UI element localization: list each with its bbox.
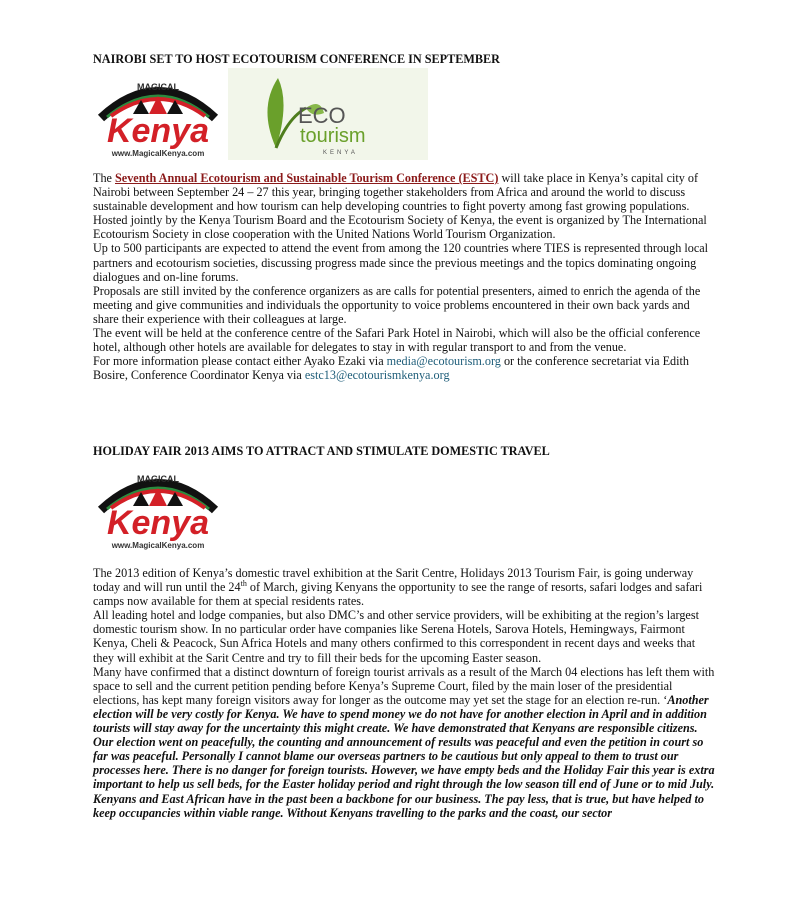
text-span: The bbox=[93, 171, 115, 185]
article2-logos bbox=[93, 460, 233, 552]
article1-paragraph: Proposals are still invited by the conference organizers as are calls for potential presenters, aimed to enrich the agenda of the meeting and give communities and individuals the opportunity to voice problems encountered in their own back yards and share their experience with their colleagues at large. bbox=[93, 283, 701, 326]
tourism-text: tourism bbox=[300, 125, 366, 147]
article1-paragraph bbox=[93, 354, 715, 382]
article1-logos bbox=[93, 68, 453, 160]
text-span: or the conference secretariat via Edith Bosire, Conference Coordinator Kenya via bbox=[93, 354, 690, 383]
eco-text: ECO bbox=[298, 103, 346, 128]
article1-paragraph bbox=[93, 171, 715, 213]
article1-body bbox=[93, 171, 715, 382]
magical-kenya-logo bbox=[93, 462, 223, 552]
text-span: of March, giving Kenyans the opportunity to see the range of resorts, safari lodges and safari camps now available for them at special residents rates. bbox=[93, 580, 703, 609]
logo-url-text: www.MagicalKenya.com bbox=[111, 149, 205, 158]
text-span: For more information please contact either Ayako Ezaki via bbox=[93, 354, 387, 369]
logo-kenya-text: Kenya bbox=[106, 504, 210, 542]
logo-magical-text: MAGICAL bbox=[137, 474, 179, 484]
quote-text: Another election will be very costly for Kenya. We have to spend money we do not have for another election in April and in addition tourists will stay away for the uncertainty this might create. We have demonstrated that Kenyans are responsible citizens. Our election went on peacefully, the counting and announcement of results was peaceful and even the petition in court so far was peaceful. Personally I cannot blame our overseas partners to be cautious but only appeal to them to trust our processes here. There is no danger for foreign tourists. However, we have empty beds and the Holiday Fair this year is extra important to help us sell beds, for the Easter holiday period and right through the low season till end of June or to mid July. Kenyans and East African have in the past been a backbone for our business. The pay less, that is true, but have helped to keep occupancies within viable range. Without Kenyans travelling to the parks and the coast, our sector bbox=[93, 692, 715, 820]
article1-heading: NAIROBI SET TO HOST ECOTOURISM CONFERENCE IN SEPTEMBER bbox=[93, 52, 500, 66]
article2-paragraph bbox=[93, 566, 715, 608]
article1-paragraph: The event will be held at the conference centre of the Safari Park Hotel in Nairobi, which will also be the official conference hotel, although other hotels are available for delegates to stay in with regular transport to and from the venue. bbox=[93, 326, 701, 355]
superscript: th bbox=[240, 579, 247, 589]
conference-link[interactable]: Seventh Annual Ecotourism and Sustainable Tourism Conference (ESTC) bbox=[115, 171, 499, 185]
logo-magical-text: MAGICAL bbox=[137, 82, 179, 92]
text-span: Many have confirmed that a distinct downturn of foreign tourist arrivals as a result of the March 04 elections has left them with space to sell and the current petition pending before Kenya’s Supreme Court, filed by the main loser of the presidential elections, has kept many foreign visitors away for longer as the outcome may yet set the stage for an election re-run. ‘ bbox=[93, 664, 715, 707]
logo-kenya-text: Kenya bbox=[106, 112, 210, 150]
article2-heading: HOLIDAY FAIR 2013 AIMS TO ATTRACT AND STIMULATE DOMESTIC TRAVEL bbox=[93, 444, 550, 458]
article2-paragraph bbox=[93, 665, 715, 820]
article1-paragraph: Up to 500 participants are expected to attend the event from among the 120 countries where TIES is represented through local partners and ecotourism societies, discussing progress made since the previous meetings and the topics dominating ongoing dialogues and on-line forums. bbox=[93, 241, 709, 284]
article2-body bbox=[93, 566, 715, 820]
email-link-ecotourism[interactable]: media@ecotourism.org bbox=[386, 354, 501, 369]
article1-paragraph: Hosted jointly by the Kenya Tourism Board and the Ecotourism Society of Kenya, the event is organized by The International Ecotourism Society in close cooperation with the United Nations World Tourism Organization. bbox=[93, 213, 707, 242]
magical-kenya-logo bbox=[93, 70, 223, 160]
text-span: The 2013 edition of Kenya’s domestic travel exhibition at the Sarit Centre, Holidays 2013 Tourism Fair, is going underway today and will run until the 24 bbox=[93, 566, 694, 595]
text-span: will take place in Kenya’s capital city of Nairobi between September 24 – 27 this year, bringing together stakeholders from Africa and around the world to discuss sustainable development and how tourism can help developing countries to fight poverty among fast growing populations. bbox=[93, 171, 699, 214]
logo-url-text: www.MagicalKenya.com bbox=[111, 541, 205, 550]
email-link-secretariat[interactable]: estc13@ecotourismkenya.org bbox=[304, 368, 450, 383]
article2-paragraph: All leading hotel and lodge companies, but also DMC’s and other service providers, will be exhibiting at the region’s largest domestic tourism show. In no particular order have companies like Serena Hotels, Sarova Hotels, Hemingways, Fairmont Kenya, Cheli & Peacock, Sun Africa Hotels and many others confirmed to this correspondent in recent days and weeks that they will exhibit at the Sarit Centre and try to fill their beds for the upcoming Easter season. bbox=[93, 608, 699, 665]
eco-kenya-text: KENYA bbox=[323, 150, 358, 156]
ecotourism-kenya-logo bbox=[228, 68, 428, 160]
